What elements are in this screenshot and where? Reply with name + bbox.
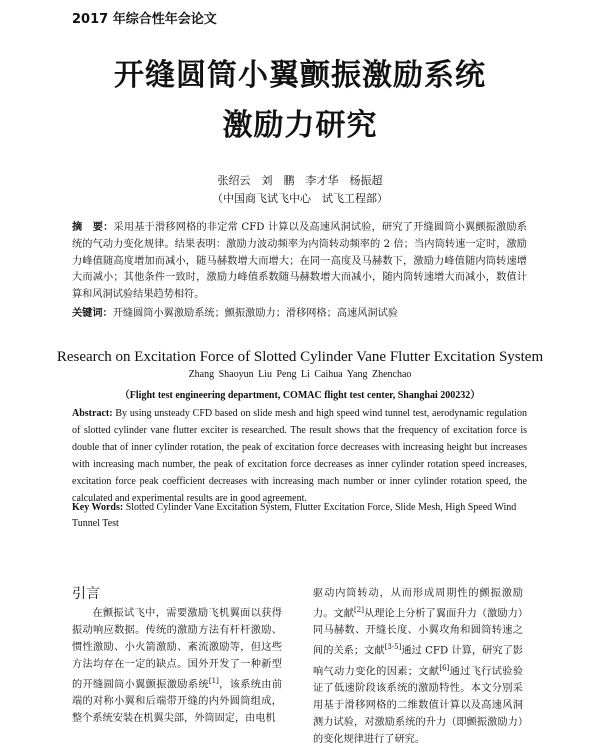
journal-header: 2017 年综合性年会论文 [72,12,217,27]
abstract-cn-text: 采用基于滑移网格的非定常 CFD 计算以及高速风洞试验，研究了开缝圆筒小翼颤振激励系统的气动力变化规律。结果表明：激励力波动频率为内筒转动频率的 2 倍；当内筒转速一定时，激励力峰值随高度增加而减小，随马赫数增大而增大；在同一高度及马赫数下，激励力峰值随内筒转速增大而减小；其他条件一致时，激励力峰值系数随马赫数增大而减小，随内筒转速增大而减小，数值计算和风洞试验结果趋势相符。 [72,222,527,301]
body-left-text-2: ，该系统由前端的对称小翼和后端带开缝的内外圆筒组成，整个系统安装在机翼尖部，外筒固定，由电机 [72,679,283,725]
title-en: Research on Excitation Force of Slotted Cylinder Vane Flutter Excitation System [56,349,544,365]
authors-cn: 张绍云 刘 鹏 李才华 杨振超 [217,174,383,187]
title-cn-line2: 激励力研究 [222,108,378,143]
keywords-cn-label: 关键词： [72,307,113,319]
citation-ref: [3-5] [384,643,402,652]
citation-ref: [6] [439,663,450,672]
keywords-en-text: Slotted Cylinder Vane Excitation System, Flutter Excitation Force, Slide Mesh, High Speed Wind Tunnel Test [72,502,517,529]
affiliation-cn: （中国商飞试飞中心 试飞工程部） [212,192,388,205]
abstract-en-text: By using unsteady CFD based on slide mesh and high speed wind tunnel test, aerodynamic regulation of slotted cylinder vane flutter exciter is researched. The result shows that the frequency of excitation force is double that of inner cylinder rotation, the peak of excitation force decreases with increasing height but increases with increasing mach number, the peak of excitation force decreases as inner cylinder rotation speed increases, excitation force peak coefficient decreases with increasing mach number or inner cylinder rotation speed, the calculated and experimental results are in good agreement. [72,408,528,504]
keywords-en-label: Key Words: [72,502,124,513]
body-right-text-4: 通过飞行试验验证了低速阶段该系统的激励特性。本文分别采用基于滑移网格的二维数值计算以及高速风洞测力试验，对激励系统的升力（即颤振激励力）的变化规律进行了研究。 [313,666,524,746]
body-column-left [72,605,282,727]
section-title-introduction: 引言 [72,586,100,602]
title-cn-line1: 开缝圆筒小翼颤振激励系统 [114,58,486,93]
abstract-en [72,405,527,507]
abstract-cn [72,219,527,304]
keywords-cn-text: 开缝圆筒小翼激励系统；颤振激励力；滑移网格；高速风洞试验 [112,308,398,319]
affiliation-en: （Flight test engineering department, COMAC flight test center, Shanghai 200232） [119,390,481,401]
abstract-en-label: Abstract: [72,408,113,419]
body-column-right [313,585,523,748]
body-right-text-2: 从理论上分析了翼面升力（激励力）同马赫数、开缝长度、小翼攻角和圆筒转速之间的关系；文献 [313,608,524,657]
abstract-cn-label: 摘 要： [72,221,114,233]
body-right-text: 驱动内筒转动，从而形成周期性的颤振激励力。文献 [313,588,523,620]
keywords-en [72,500,527,531]
authors-en: Zhang Shaoyun Liu Peng Li Caihua Yang Zhenchao [188,369,412,380]
body-right-text-3: 通过 CFD 计算，研究了影响气动力变化的因素；文献 [313,645,523,678]
citation-ref: [1] [208,677,219,685]
body-left-text: 在颤振试飞中，需要激励飞机翼面以获得振动响应数据。传统的激励方法有杆杆激励、惯性激励、小火箭激励、紊流激励等，但这些方法均存在一定的缺点。国外开发了一种新型的开缝圆筒小翼颤振激励系统 [72,608,282,691]
keywords-cn [72,304,527,319]
citation-ref: [2] [354,606,364,614]
